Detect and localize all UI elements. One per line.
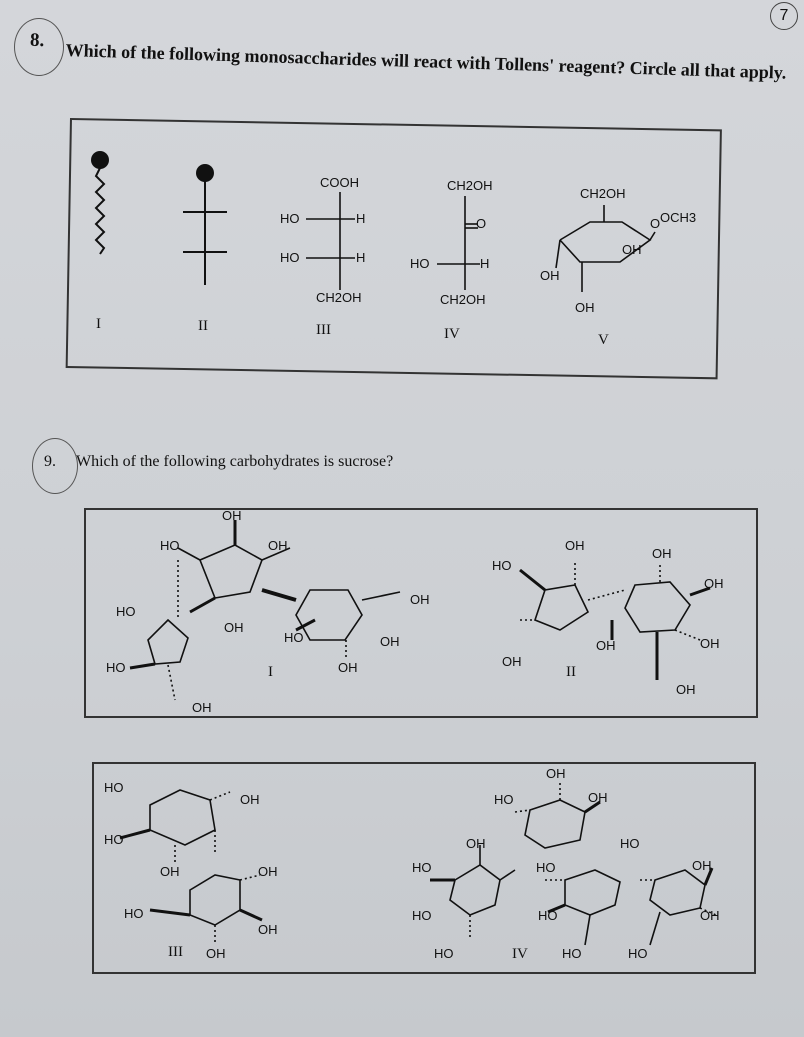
- q9-option-iii[interactable]: III: [168, 944, 183, 960]
- q9-iii-oh-1: OH: [240, 792, 260, 807]
- iii-ho-1: HO: [280, 211, 300, 226]
- q9-option-iv[interactable]: IV: [512, 946, 528, 962]
- q9-box-top: [84, 508, 758, 718]
- v-ring-o: O: [650, 216, 661, 231]
- q8-option-iii[interactable]: III: [316, 322, 331, 338]
- q9-iv-oh-4: OH: [692, 858, 712, 873]
- structure-iii-drawing: [306, 192, 355, 290]
- q9-iii-oh-5: OH: [206, 946, 226, 961]
- q9-iv-ho-7: HO: [434, 946, 454, 961]
- v-ch2oh: CH2OH: [580, 186, 626, 201]
- q9-ii-oh-7: OH: [676, 682, 696, 697]
- q9-number: 9.: [44, 453, 56, 470]
- q9-ii-oh-5: OH: [704, 576, 724, 591]
- iii-ho-2: HO: [280, 250, 300, 265]
- q9-i-ho-1: HO: [160, 538, 180, 553]
- q8-option-iv[interactable]: IV: [444, 326, 460, 342]
- q9-i-oh-top: OH: [222, 508, 242, 523]
- q9-iv-ho-2: HO: [620, 836, 640, 851]
- v-oh-2: OH: [540, 268, 560, 283]
- q9-iv-ho-8: HO: [562, 946, 582, 961]
- q9-iv-oh-2: OH: [588, 790, 608, 805]
- structure-i-drawing: [91, 151, 109, 254]
- v-oh-3: OH: [575, 300, 595, 315]
- q9-ii-oh-3: OH: [596, 638, 616, 653]
- structure-ii-drawing: [183, 164, 227, 285]
- v-och3: OCH3: [660, 210, 697, 225]
- q9-iv-ho-4: HO: [536, 860, 556, 875]
- q8-number: 8.: [29, 29, 45, 52]
- q9-ii-oh-4: OH: [652, 546, 672, 561]
- q9-i-oh-7: OH: [410, 592, 430, 607]
- v-oh-1: OH: [622, 242, 642, 257]
- q9-i-ho-2: HO: [116, 604, 136, 619]
- q9-iv-ho-9: HO: [628, 946, 648, 961]
- iv-h: H: [480, 256, 490, 271]
- q9-iii-oh-3: OH: [258, 864, 278, 879]
- iv-ch2oh-top: CH2OH: [447, 178, 493, 193]
- q9-iii-ho-1: HO: [104, 780, 124, 795]
- iii-h-2: H: [356, 250, 366, 265]
- q9-ii-oh-2: OH: [502, 654, 522, 669]
- q8-option-ii[interactable]: II: [198, 318, 208, 334]
- page-mark: 7: [770, 2, 798, 30]
- q8-question: Which of the following monosaccharides will react with Tollens' reagent? Circle all that apply.: [65, 40, 787, 83]
- q9-ii-oh-6: OH: [700, 636, 720, 651]
- q9-i-oh-4: OH: [192, 700, 212, 715]
- q9-iii-ho-2: HO: [104, 832, 124, 847]
- iii-h-1: H: [356, 211, 366, 226]
- q9-i-ho-3: HO: [106, 660, 126, 675]
- q9-i-oh-5: OH: [338, 660, 358, 675]
- q9-option-i[interactable]: I: [268, 664, 273, 680]
- q9-iv-oh-1: OH: [546, 766, 566, 781]
- q8-option-v[interactable]: V: [598, 332, 609, 348]
- q9-i-oh-6: OH: [380, 634, 400, 649]
- q9-iii-oh-2: OH: [160, 864, 180, 879]
- q9-i-oh-2: OH: [268, 538, 288, 553]
- iii-cooh: COOH: [320, 175, 359, 190]
- q8-option-i[interactable]: I: [96, 316, 101, 332]
- iv-ch2oh-bottom: CH2OH: [440, 292, 486, 307]
- q9-option-ii[interactable]: II: [566, 664, 576, 680]
- q9-iv-ho-5: HO: [412, 908, 432, 923]
- q9-iv-ho-6: HO: [538, 908, 558, 923]
- q9-ii-oh-1: OH: [565, 538, 585, 553]
- q9-iv-oh-5: OH: [700, 908, 720, 923]
- q9-iii-ho-3: HO: [124, 906, 144, 921]
- iii-ch2oh: CH2OH: [316, 290, 362, 305]
- iv-o: O: [476, 216, 487, 231]
- q9-iii-oh-4: OH: [258, 922, 278, 937]
- iv-ho: HO: [410, 256, 430, 271]
- q9-ii-ho: HO: [492, 558, 512, 573]
- structure-iv-drawing: [437, 196, 480, 290]
- q9-iv-ho-3: HO: [412, 860, 432, 875]
- q9-i-ho-4: HO: [284, 630, 304, 645]
- q9-iv-oh-3: OH: [466, 836, 486, 851]
- q9-i-oh-3: OH: [224, 620, 244, 635]
- q9-iv-ho-1: HO: [494, 792, 514, 807]
- q9-question: Which of the following carbohydrates is sucrose?: [76, 453, 394, 470]
